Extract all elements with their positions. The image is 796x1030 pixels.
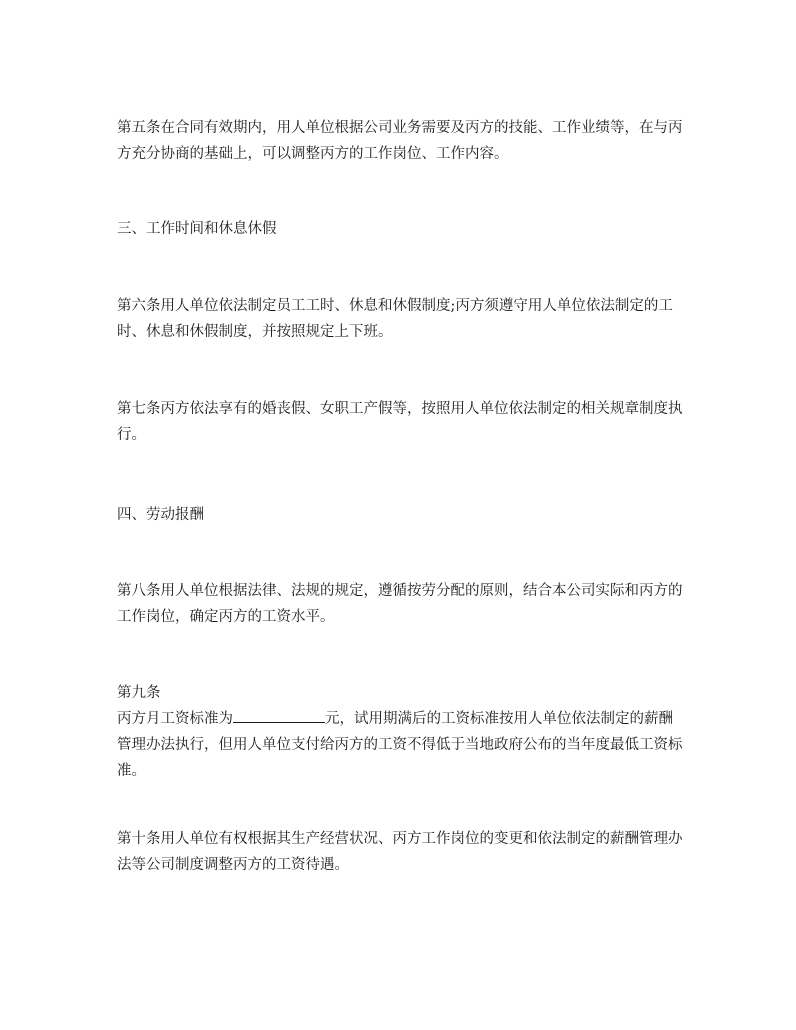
article-8-paragraph: 第八条用人单位根据法律、法规的规定，遵循按劳分配的原则，结合本公司实际和丙方的工作岗位，确定丙方的工资水平。 — [117, 583, 683, 625]
section-4-heading: 四、劳动报酬 — [117, 507, 204, 523]
section-3-heading: 三、工作时间和休息休假 — [117, 221, 277, 237]
article-9-title: 第九条 — [117, 685, 161, 701]
article-9-paragraph — [117, 706, 685, 784]
article-9-text-before-blank: 丙方月工资标准为 — [117, 711, 233, 727]
salary-blank-field — [233, 708, 325, 723]
article-7-paragraph: 第七条丙方依法享有的婚丧假、女职工产假等，按照用人单位依法制定的相关规章制度执行。 — [117, 401, 683, 443]
article-9-text-after-blank: 元，试用期满后的工资标准按用人单位依法制定的薪酬管理办法执行，但用人单位支付给丙方的工资不得低于当地政府公布的当年度最低工资标准。 — [117, 711, 683, 779]
article-10-paragraph: 第十条用人单位有权根据其生产经营状况、丙方工作岗位的变更和依法制定的薪酬管理办法等公司制度调整丙方的工资待遇。 — [117, 831, 683, 873]
article-5-paragraph: 第五条在合同有效期内，用人单位根据公司业务需要及丙方的技能、工作业绩等，在与丙方充分协商的基础上，可以调整丙方的工作岗位、工作内容。 — [117, 120, 683, 162]
article-6-paragraph: 第六条用人单位依法制定员工工时、休息和休假制度;丙方须遵守用人单位依法制定的工时、休息和休假制度，并按照规定上下班。 — [117, 298, 673, 340]
